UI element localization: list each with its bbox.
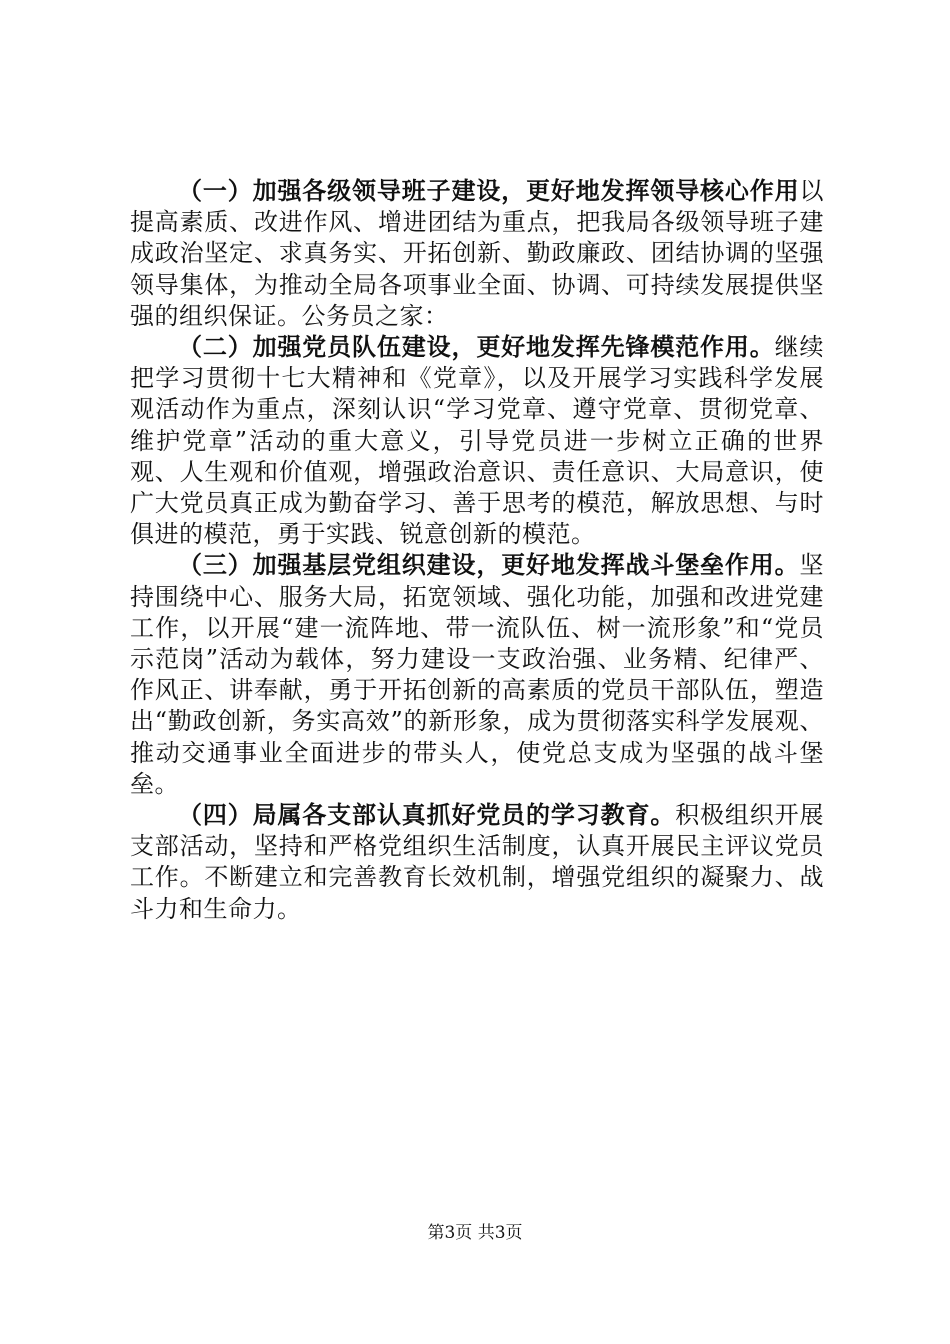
paragraph-text: 坚持围绕中心、服务大局，拓宽领域、强化功能，加强和改进党建工作，以开展“建一流阵地、带一流队伍、树一流形象”和“党员示范岗”活动为载体，努力建设一支政治强、业务精、纪律严、作风正、讲奉献，勇于开拓创新的高素质的党员干部队伍，塑造出“勤政创新，务实高效”的新形象，成为贯彻落实科学发展观、推动交通事业全面进步的带头人，使党总支成为坚强的战斗堡垒。 <box>130 551 824 798</box>
paragraph-party-members <box>130 332 824 550</box>
document-body <box>130 176 824 925</box>
paragraph-heading: （二）加强党员队伍建设，更好地发挥先锋模范作用。 <box>178 333 775 362</box>
paragraph-text: 以提高素质、改进作风、增进团结为重点，把我局各级领导班子建成政治坚定、求真务实、开拓创新、勤政廉政、团结协调的坚强领导集体，为推动全局各项事业全面、协调、可持续发展提供坚强的组织保证。公务员之家： <box>130 177 824 330</box>
paragraph-grassroots <box>130 550 824 800</box>
paragraph-heading: （一）加强各级领导班子建设，更好地发挥领导核心作用 <box>178 177 800 205</box>
paragraph-leadership <box>130 176 824 332</box>
paragraph-text: 继续把学习贯彻十七大精神和《党章》，以及开展学习实践科学发展观活动作为重点，深刻认识“学习党章、遵守党章、贯彻党章、维护党章”活动的重大意义，引导党员进一步树立正确的世界观、人生观和价值观，增强政治意识、责任意识、大局意识，使广大党员真正成为勤奋学习、善于思考的模范，解放思想、与时俱进的模范，勇于实践、锐意创新的模范。 <box>130 333 825 549</box>
paragraph-text: 积极组织开展支部活动，坚持和严格党组织生活制度，认真开展民主评议党员工作。不断建立和完善教育长效机制，增强党组织的凝聚力、战斗力和生命力。 <box>130 801 825 923</box>
paragraph-heading: （四）局属各支部认真抓好党员的学习教育。 <box>178 801 676 830</box>
paragraph-branch-education <box>130 800 824 925</box>
paragraph-heading: （三）加强基层党组织建设，更好地发挥战斗堡垒作用。 <box>178 551 800 580</box>
page-footer: 第3页 共3页 <box>427 1223 523 1243</box>
